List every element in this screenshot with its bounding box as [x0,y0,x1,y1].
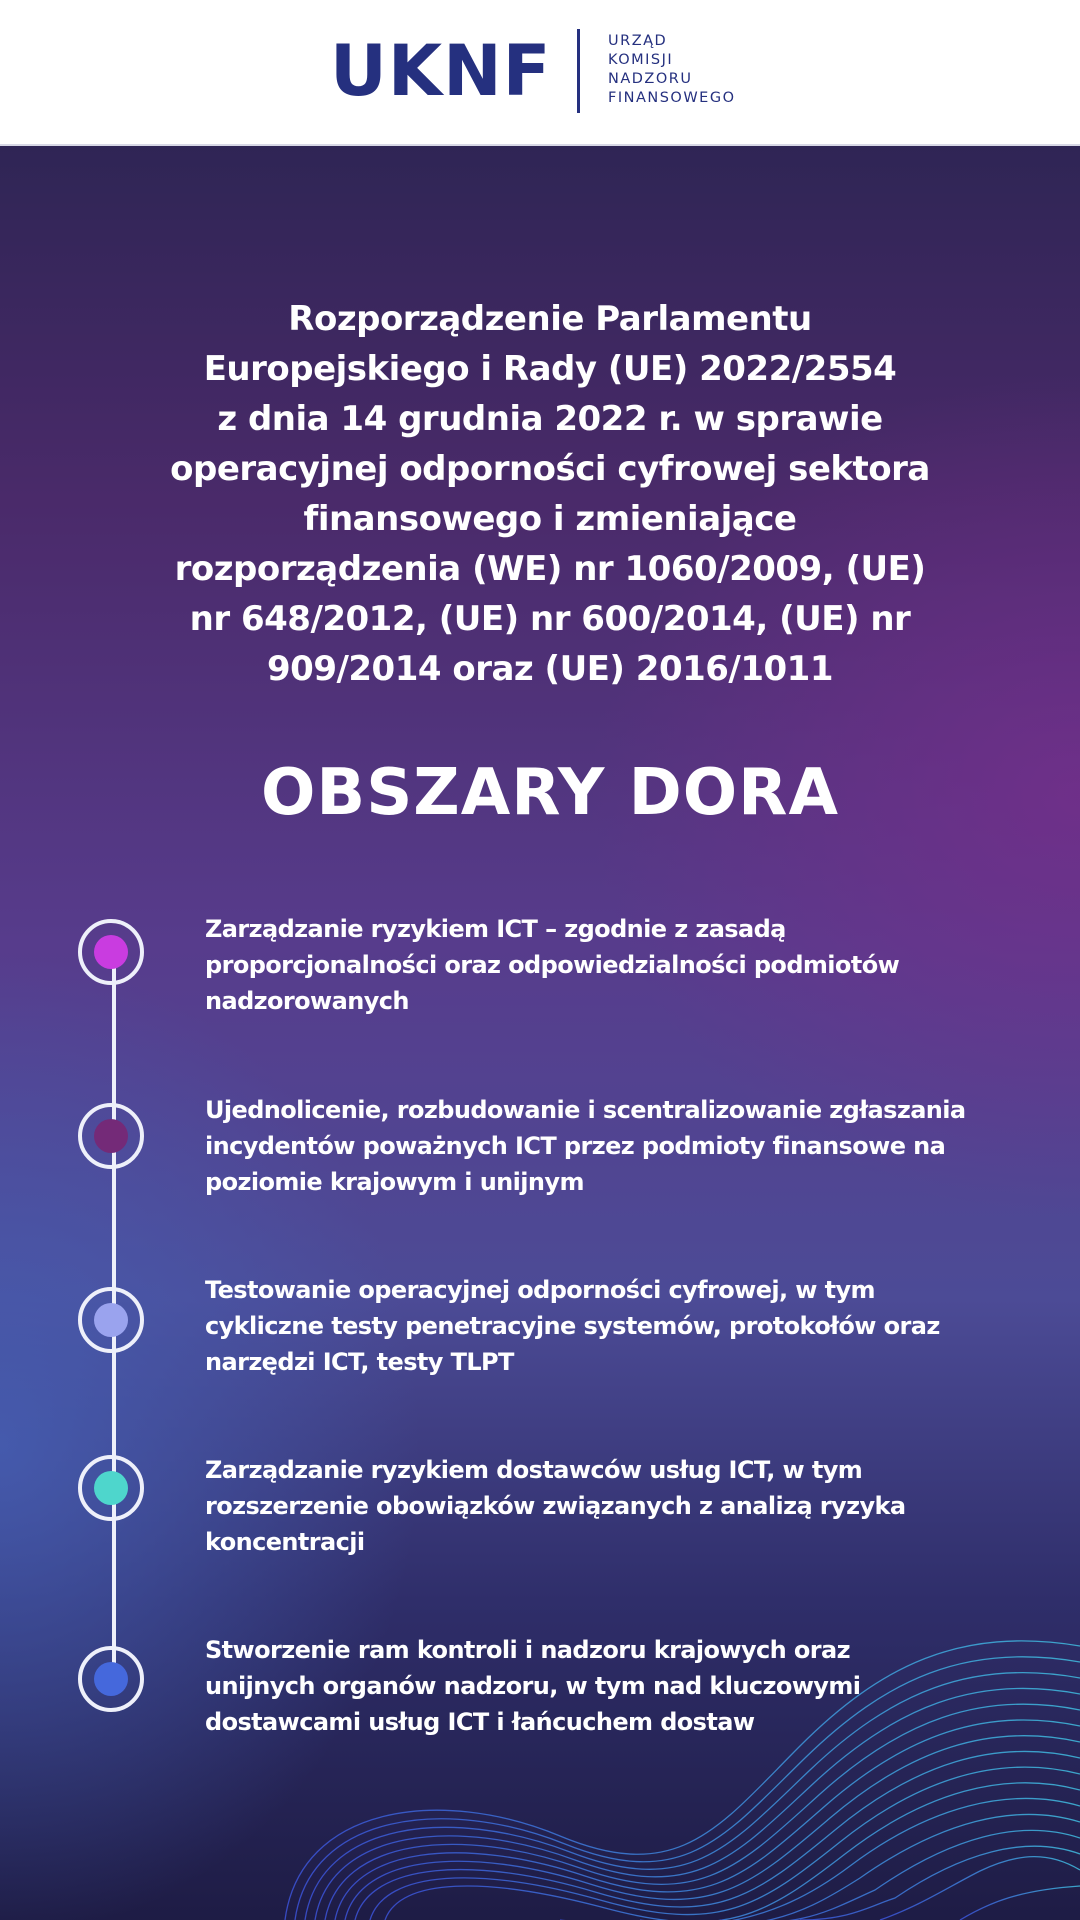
area-line: narzędzi ICT, testy TLPT [205,1348,514,1376]
timeline-node-4 [78,1455,144,1521]
dot-icon [94,935,128,969]
logo-line: FINANSOWEGO [608,90,736,106]
area-item-4 [205,1452,1025,1560]
timeline-node-1 [78,919,144,985]
area-item-2 [205,1092,1025,1200]
title-line: 909/2014 oraz (UE) 2016/1011 [267,649,833,689]
title-line: nr 648/2012, (UE) nr 600/2014, (UE) nr [189,599,911,639]
area-line: incydentów poważnych ICT przez podmioty finansowe na [205,1132,946,1160]
area-line: Zarządzanie ryzykiem ICT – zgodnie z zasadą [205,915,786,943]
logo-line: NADZORU [608,71,693,87]
area-line: Zarządzanie ryzykiem dostawców usług ICT, w tym [205,1456,863,1484]
title-line: operacyjnej odporności cyfrowej sektora [170,449,930,489]
title-line: z dnia 14 grudnia 2022 r. w sprawie [217,399,883,439]
dot-icon [94,1119,128,1153]
section-heading: OBSZARY DORA [261,756,839,830]
area-line: poziomie krajowym i unijnym [205,1168,584,1196]
dot-icon [94,1662,128,1696]
uknf-logo-text [608,32,736,108]
area-line: proporcjonalności oraz odpowiedzialności podmiotów [205,951,900,979]
area-item-1 [205,911,1025,1019]
logo-divider [577,29,580,113]
area-line: dostawcami usług ICT i łańcuchem dostaw [205,1708,755,1736]
timeline-node-2 [78,1103,144,1169]
logo-line: KOMISJI [608,52,674,68]
title-line: Europejskiego i Rady (UE) 2022/2554 [203,349,897,389]
timeline-node-5 [78,1646,144,1712]
area-line: unijnych organów nadzoru, w tym nad kluczowymi [205,1672,861,1700]
area-line: Ujednolicenie, rozbudowanie i scentralizowanie zgłaszania [205,1096,966,1124]
uknf-logo-mark: UKNF [330,30,552,112]
area-line: nadzorowanych [205,987,409,1015]
area-line: koncentracji [205,1528,365,1556]
title-line: rozporządzenia (WE) nr 1060/2009, (UE) [174,549,926,589]
area-line: cykliczne testy penetracyjne systemów, protokołów oraz [205,1312,940,1340]
logo-line: URZĄD [608,33,668,49]
dot-icon [94,1471,128,1505]
timeline-node-3 [78,1287,144,1353]
title-line: Rozporządzenie Parlamentu [288,299,812,339]
area-item-5 [205,1632,1025,1740]
area-item-3 [205,1272,1025,1380]
header [0,0,1080,146]
area-line: rozszerzenie obowiązków związanych z analizą ryzyka [205,1492,906,1520]
title-line: finansowego i zmieniające [303,499,797,539]
area-line: Testowanie operacyjnej odporności cyfrowej, w tym [205,1276,875,1304]
area-line: Stworzenie ram kontroli i nadzoru krajowych oraz [205,1636,850,1664]
regulation-title [120,294,980,694]
dot-icon [94,1303,128,1337]
infographic-body [0,146,1080,1920]
